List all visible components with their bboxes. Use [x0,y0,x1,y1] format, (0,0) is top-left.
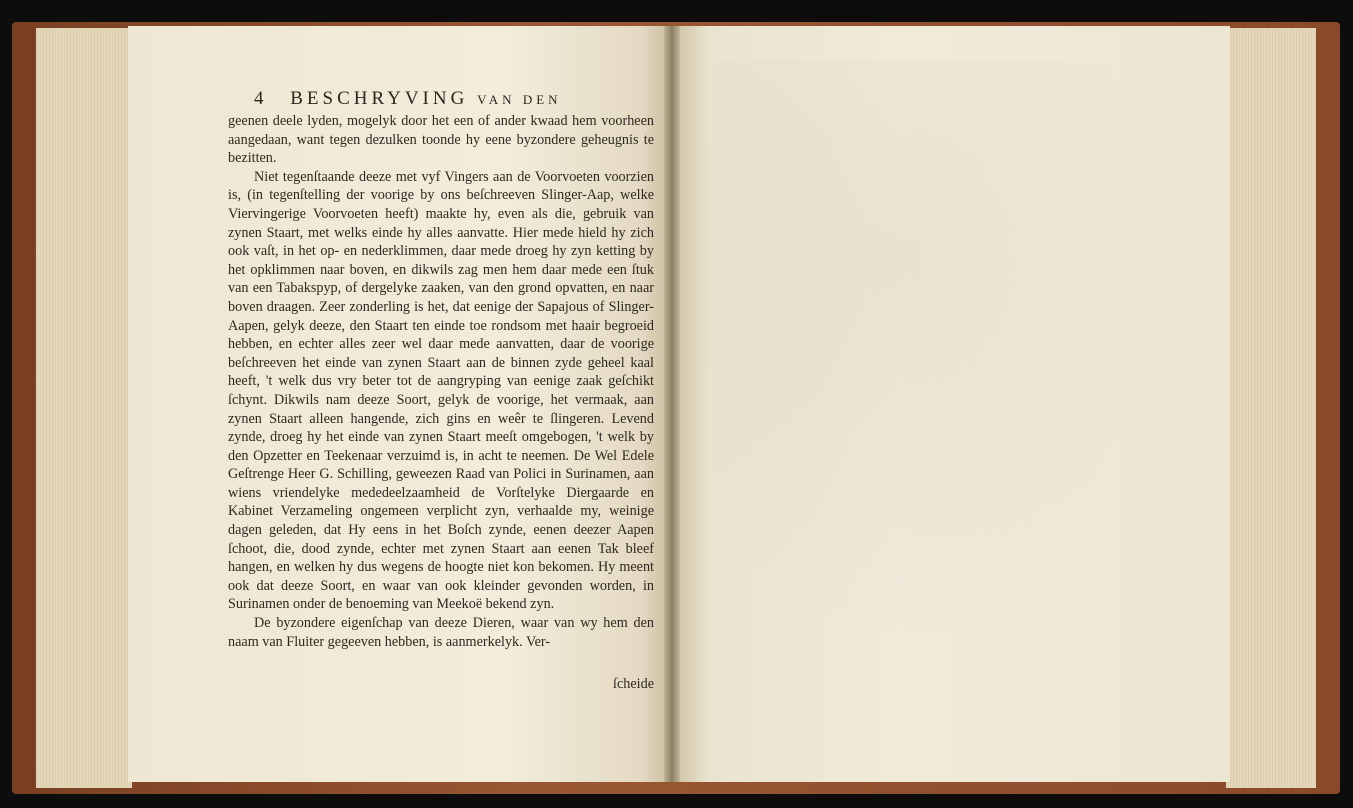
paragraph: geenen deele lyden, mogelyk door het een of ander kwaad hem voorheen aangedaan, want tegen dezulken toonde hy eene byzondere geheugnis te bezitten. [228,113,654,167]
header-title: BESCHRYVING [290,88,469,109]
paragraph: De byzondere eigenſchap van deeze Dieren, waar van wy hem den naam van Fluiter gegeeven hebben, is aanmerkelyk. Ver- [228,615,654,650]
running-header [254,88,654,110]
page-number: 4 [254,88,264,109]
header-title-small: VAN DEN [477,92,562,107]
book-gutter [664,26,680,782]
page-edges-right [1226,28,1316,788]
page-edges-left [36,28,132,788]
catchword: ſcheide [613,676,654,692]
body-text [228,112,654,651]
paragraph: Niet tegenſtaande deeze met vyf Vingers aan de Voorvoeten voorzien is, (in tegenſtelling der voorige by ons beſchreeven Slinger-Aap, welke Viervingerige Voorvoeten heeft) maakte hy, even als die, gebruik van zynen Staart, met welks einde hy alles aanvatte. Hier mede hield hy zich ook vaſt, in het op- en nederklimmen, daar mede droeg hy zyn ketting by het opklimmen naar boven, en dikwils zag men hem daar mede een ſtuk van een Tabakspyp, of dergelyke zaaken, van den grond opvatten, en naar boven draagen. Zeer zonderling is het, dat eenige der Sapajous of Slinger-Aapen, gelyk deeze, den Staart ten einde toe rondsom met haair begroeid hebben, en echter alles zeer wel daar mede aanvatten, daar de voorige beſchreeven het einde van zynen Staart aan de binnen zyde geheel kaal heeft, 't welk dus vry beter tot de aangryping van eenige zaak geſchikt ſchynt. Dikwils nam deeze Soort, gelyk de voorige, het vermaak, aan zynen Staart alleen hangende, zich gins en weêr te ſlingeren. Levend zynde, droeg hy het einde van zynen Staart meeſt omgebogen, 't welk by den Opzetter en Teekenaar verzuimd is, in acht te neemen. De Wel Edele Geſtrenge Heer G. Schilling, geweezen Raad van Polici in Surinamen, aan wiens vriendelyke mededeelzaamheid de Vorſtelyke Diergaarde en Kabinet Verzameling ongemeen verplicht zyn, verhaalde my, weinige dagen geleden, dat Hy eens in het Boſch zynde, eenen deezer Aapen ſchoot, die, dood zynde, echter met zynen Staart aan eenen Tak bleef hangen, en welken hy dus wegens de hoogte niet kon bekomen. Hy meent ook dat deeze Soort, en waar van ook kleinder gevonden worden, in Surinamen onder de benoeming van Meekoë bekend zyn. [228,168,654,613]
right-page [676,26,1230,782]
